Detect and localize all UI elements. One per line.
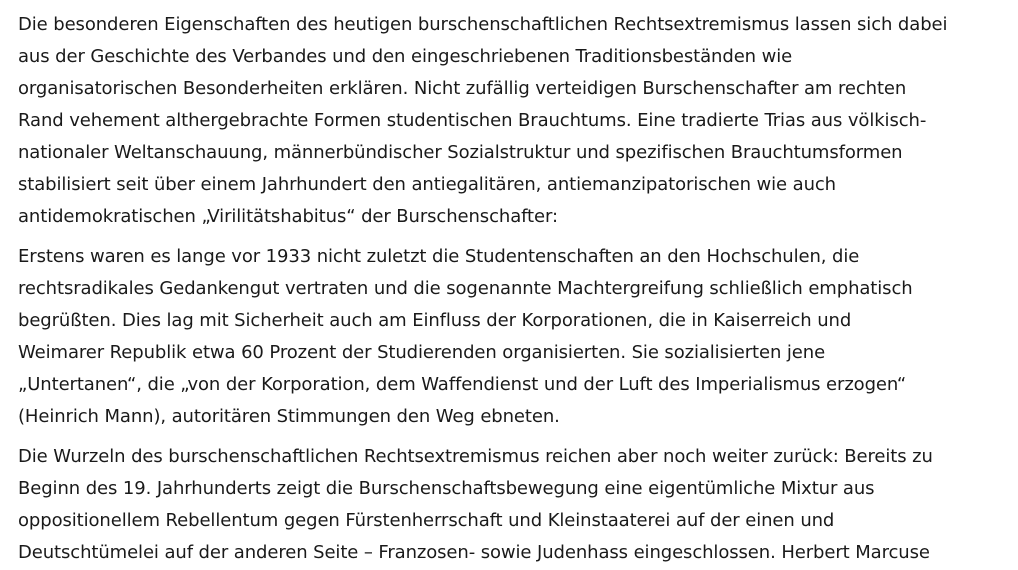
paragraph-1-line-1: Die besonderen Eigenschaften des heutigen burschenschaftlichen Rechtsextremismus lassen sich dabei xyxy=(18,14,948,35)
paragraph-1-line-5: nationaler Weltanschauung, männerbündischer Sozialstruktur und spezifischen Brauchtumsformen xyxy=(18,142,903,163)
paragraph-1-line-6: stabilisiert seit über einem Jahrhundert den antiegalitären, antiemanzipatorischen wie auch xyxy=(18,174,836,195)
paragraph-1-line-7: antidemokratischen „Virilitätshabitus“ der Burschenschafter: xyxy=(18,206,558,227)
paragraph-2-line-3: begrüßten. Dies lag mit Sicherheit auch am Einfluss der Korporationen, die in Kaiserreich und xyxy=(18,310,852,331)
paragraph-1-line-4: Rand vehement althergebrachte Formen studentischen Brauchtums. Eine tradierte Trias aus völkisch- xyxy=(18,110,927,131)
paragraph-3-line-4: Deutschtümelei auf der anderen Seite – Franzosen- sowie Judenhass eingeschlossen. Herbert Marcuse xyxy=(18,542,930,563)
paragraph-3-line-3: oppositionellem Rebellentum gegen Fürstenherrschaft und Kleinstaaterei auf der einen und xyxy=(18,510,835,531)
paragraph-3-line-2: Beginn des 19. Jahrhunderts zeigt die Burschenschaftsbewegung eine eigentümliche Mixtur aus xyxy=(18,478,875,499)
paragraph-2-line-4: Weimarer Republik etwa 60 Prozent der Studierenden organisierten. Sie sozialisierten jene xyxy=(18,342,826,363)
paragraph-2-line-6: (Heinrich Mann), autoritären Stimmungen den Weg ebneten. xyxy=(18,406,560,427)
paragraph-3-line-1: Die Wurzeln des burschenschaftlichen Rechtsextremismus reichen aber noch weiter zurück: Bereits zu xyxy=(18,446,933,467)
paragraph-1-line-2: aus der Geschichte des Verbandes und den eingeschriebenen Traditionsbeständen wie xyxy=(18,46,793,67)
paragraph-2-line-1: Erstens waren es lange vor 1933 nicht zuletzt die Studentenschaften an den Hochschulen, die xyxy=(18,246,860,267)
paragraph-2-line-2: rechtsradikales Gedankengut vertraten und die sogenannte Machtergreifung schließlich emphatisch xyxy=(18,278,913,299)
paragraph-1-line-3: organisatorischen Besonderheiten erklären. Nicht zufällig verteidigen Burschenschafter am rechten xyxy=(18,78,907,99)
paragraph-2-line-5: „Untertanen“, die „von der Korporation, dem Waffendienst und der Luft des Imperialismus erzogen“ xyxy=(18,374,907,395)
